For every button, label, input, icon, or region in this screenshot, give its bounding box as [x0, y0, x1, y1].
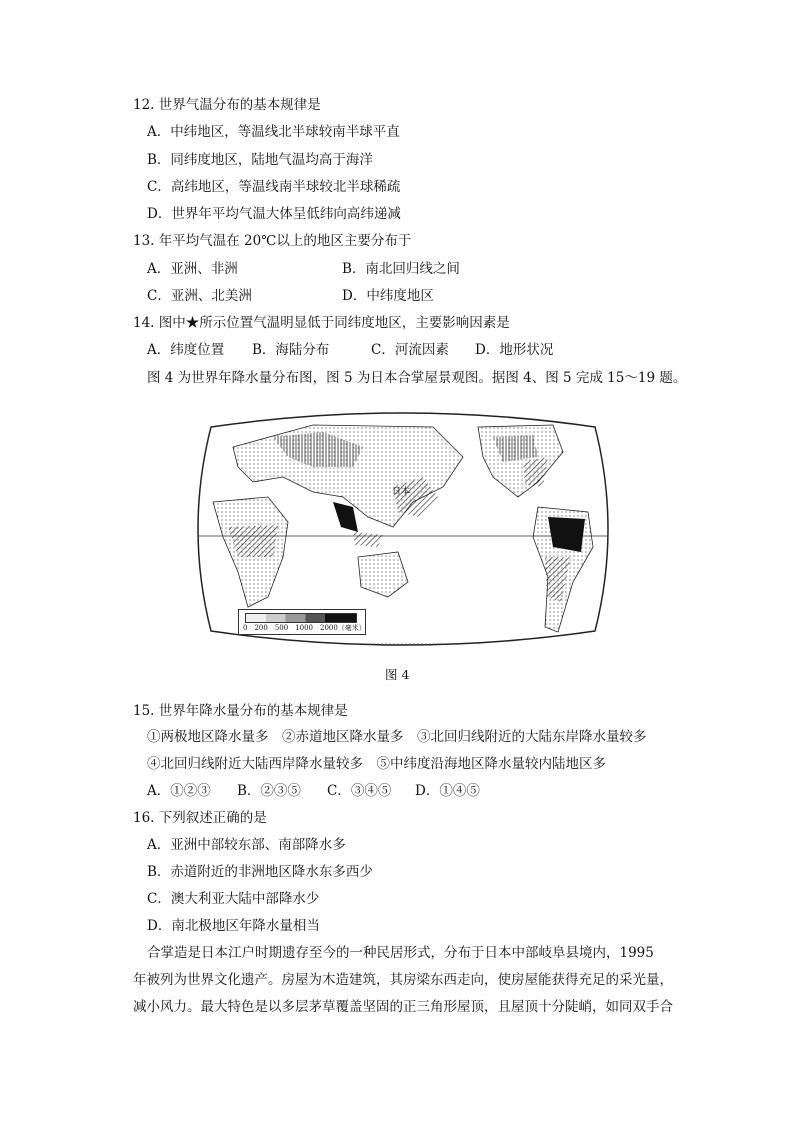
q12-option-b: B．同纬度地区，陆地气温均高于海洋	[147, 152, 373, 168]
q16-stem: 16. 下列叙述正确的是	[133, 810, 267, 826]
q16-option-a: A．亚洲中部较东部、南部降水多	[147, 837, 346, 853]
q13-option-c: C．亚洲、北美洲	[147, 288, 252, 304]
q16-option-c: C．澳大利亚大陆中部降水少	[147, 891, 320, 907]
q14-option-b: B．海陆分布	[252, 342, 330, 358]
q15-stem: 15. 世界年降水量分布的基本规律是	[133, 703, 348, 719]
q16-option-d: D．南北极地区年降水量相当	[147, 918, 320, 934]
q12-option-d: D．世界年平均气温大体呈低纬向高纬递减	[147, 206, 401, 222]
legend-text: 0 200 500 1000 2000（毫米）	[243, 624, 366, 632]
q13-option-a: A．亚洲、非洲	[147, 261, 238, 277]
q12-option-c: C．高纬地区，等温线南半球较北半球稀疏	[147, 179, 401, 195]
figure-caption: 图 4	[385, 667, 410, 682]
legend-scale-bar	[245, 613, 357, 623]
q14-option-c: C．河流因素	[371, 342, 449, 358]
q14-stem: 14. 图中★所示位置气温明显低于同纬度地区，主要影响因素是	[133, 315, 510, 331]
q12-stem: 12. 世界气温分布的基本规律是	[133, 97, 321, 113]
japan-label: 日本	[392, 487, 411, 497]
q15-items-line1: ①两极地区降水量多 ②赤道地区降水量多 ③北回归线附近的大陆东岸降水量较多	[147, 729, 647, 745]
map-legend	[238, 609, 366, 635]
q15-option-c: C．③④⑤	[327, 783, 392, 799]
passage-line-2: 年被列为世界文化遗产。房屋为木造建筑，其房梁东西走向，使房屋能获得充足的采光量，	[133, 972, 673, 988]
q15-option-d: D．①④⑤	[415, 783, 480, 799]
q16-option-b: B．赤道附近的非洲地区降水东多西少	[147, 864, 373, 880]
passage-line-1: 合掌造是日本江户时期遗存至今的一种民居形式，分布于日本中部岐阜县境内，1995	[147, 945, 654, 961]
passage-line-3: 减小风力。最大特色是以多层茅草覆盖坚固的正三角形屋顶，且屋顶十分陡峭，如同双手合	[133, 999, 673, 1015]
q15-option-b: B．②③⑤	[237, 783, 301, 799]
figure-intro: 图 4 为世界年降水量分布图，图 5 为日本合掌屋景观图。据图 4、图 5 完成 15～19 题。	[147, 370, 687, 386]
q15-items-line2: ④北回归线附近大陆西岸降水量较多 ⑤中纬度沿海地区降水量较内陆地区多	[147, 756, 606, 772]
q15-option-a: A．①②③	[147, 783, 211, 799]
q14-option-a: A．纬度位置	[147, 342, 225, 358]
q13-option-d: D．中纬度地区	[342, 288, 434, 304]
q13-stem: 13. 年平均气温在 20℃以上的地区主要分布于	[133, 233, 412, 249]
q13-option-b: B．南北回归线之间	[342, 261, 460, 277]
q12-option-a: A．中纬地区，等温线北半球较南半球平直	[147, 124, 400, 140]
q14-option-d: D．地形状况	[475, 342, 554, 358]
